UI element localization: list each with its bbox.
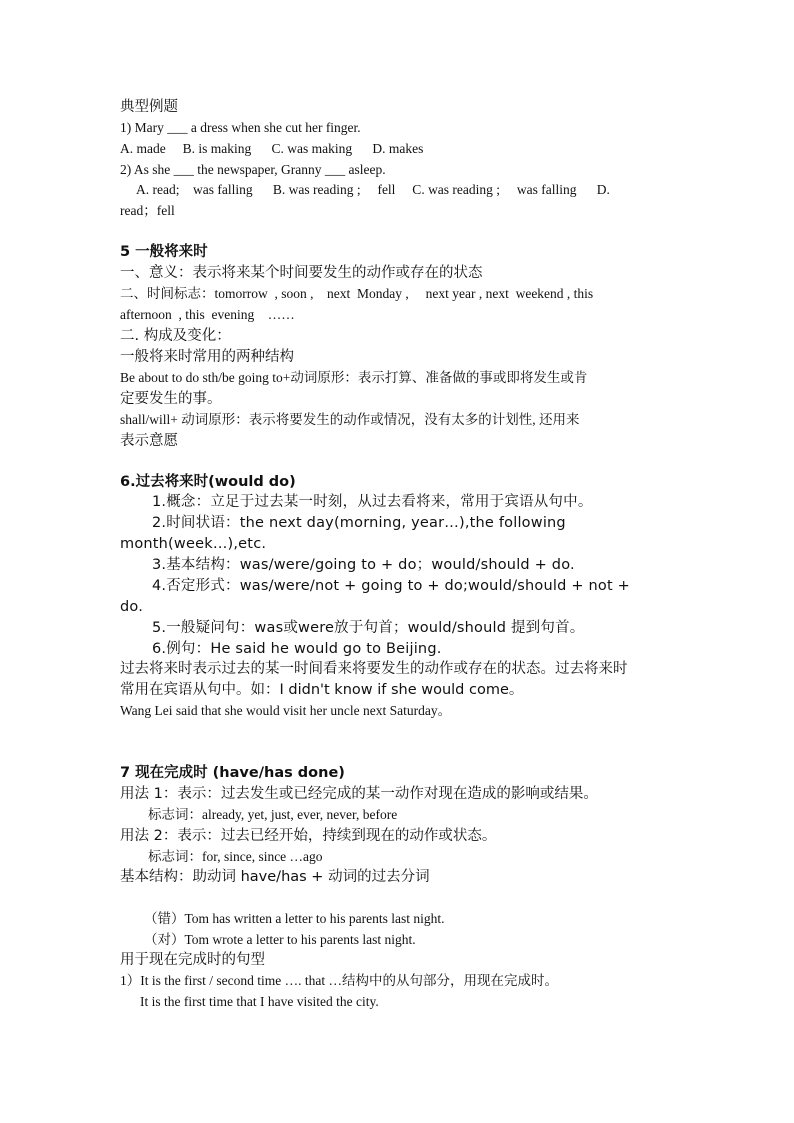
section6-item-negative-cont: do. — [120, 599, 144, 615]
section5-title: 5 一般将来时 — [120, 244, 208, 260]
example-question-1-options: A. made B. is making C. was making D. makes — [120, 141, 424, 156]
section7-pattern1-example: It is the first time that I have visited the city. — [140, 994, 379, 1009]
example-question-2-options-cont: read；fell — [120, 203, 175, 218]
section7-title: 7 现在完成时 (have/has done) — [120, 765, 345, 781]
section6-title: 6.过去将来时(would do) — [120, 474, 296, 490]
example-question-1: 1) Mary ___ a dress when she cut her finger. — [120, 120, 361, 135]
example-question-2-options: A. read; was falling B. was reading ; fell C. was reading ; was falling D. — [136, 182, 610, 197]
section6-summary: 过去将来时表示过去的某一时间看来将要发生的动作或存在的状态。过去将来时 — [120, 661, 628, 677]
section7-right-example: （对）Tom wrote a letter to his parents last night. — [144, 932, 416, 947]
section5-structure-heading: 二. 构成及变化： — [120, 328, 231, 344]
examples-heading: 典型例题 — [120, 99, 178, 115]
section7-usage2-markers: 标志词：for, since, since …ago — [148, 849, 323, 864]
section6-item-time-adverbials-cont: month(week…),etc. — [120, 536, 267, 552]
section7-patterns-heading: 用于现在完成时的句型 — [120, 952, 265, 968]
section6-item-example: 6.例句：He said he would go to Beijing. — [152, 641, 442, 657]
section5-time-markers: 二、时间标志：tomorrow , soon , next Monday , next year , next weekend , this — [120, 286, 594, 301]
section6-item-structure: 3.基本结构：was/were/going to + do；would/should + do. — [152, 557, 575, 573]
section6-item-time-adverbials: 2.时间状语：the next day(morning, year…),the following — [152, 515, 566, 531]
section7-usage2: 用法 2：表示：过去已经开始，持续到现在的动作或状态。 — [120, 828, 497, 844]
example-question-2: 2) As she ___ the newspaper, Granny ___ asleep. — [120, 162, 386, 177]
section7-wrong-example: （错）Tom has written a letter to his parents last night. — [144, 911, 445, 926]
section5-structure1: Be about to do sth/be going to+动词原形：表示打算、准备做的事或即将发生或肯 — [120, 370, 588, 385]
section5-meaning: 一、意义：表示将来某个时间要发生的动作或存在的状态 — [120, 265, 483, 281]
section7-usage1-markers: 标志词：already, yet, just, ever, never, before — [148, 807, 398, 822]
section6-item-question: 5.一般疑问句：was或were放于句首；would/should 提到句首。 — [152, 620, 585, 636]
section7-pattern1: 1）It is the first / second time …. that …结构中的从句部分，用现在完成时。 — [120, 973, 558, 988]
section6-item-negative: 4.否定形式：was/were/not + going to + do;would/should + not + — [152, 578, 631, 594]
section5-structure2: shall/will+ 动词原形：表示将要发生的动作或情况，没有太多的计划性, 还用来 — [120, 412, 580, 427]
section6-item-concept: 1.概念：立足于过去某一时刻，从过去看将来，常用于宾语从句中。 — [152, 494, 593, 510]
section5-structure1-cont: 定要发生的事。 — [120, 391, 222, 407]
section5-structures-intro: 一般将来时常用的两种结构 — [120, 349, 294, 365]
section5-structure2-cont: 表示意愿 — [120, 433, 178, 449]
section6-example-sentence: Wang Lei said that she would visit her uncle next Saturday。 — [120, 703, 452, 718]
section7-usage1: 用法 1：表示：过去发生或已经完成的某一动作对现在造成的影响或结果。 — [120, 786, 598, 802]
section6-summary-cont: 常用在宾语从句中。如：I didn't know if she would come。 — [120, 682, 524, 698]
section7-structure: 基本结构：助动词 have/has + 动词的过去分词 — [120, 869, 430, 885]
section5-time-markers-cont: afternoon , this evening …… — [120, 307, 295, 322]
